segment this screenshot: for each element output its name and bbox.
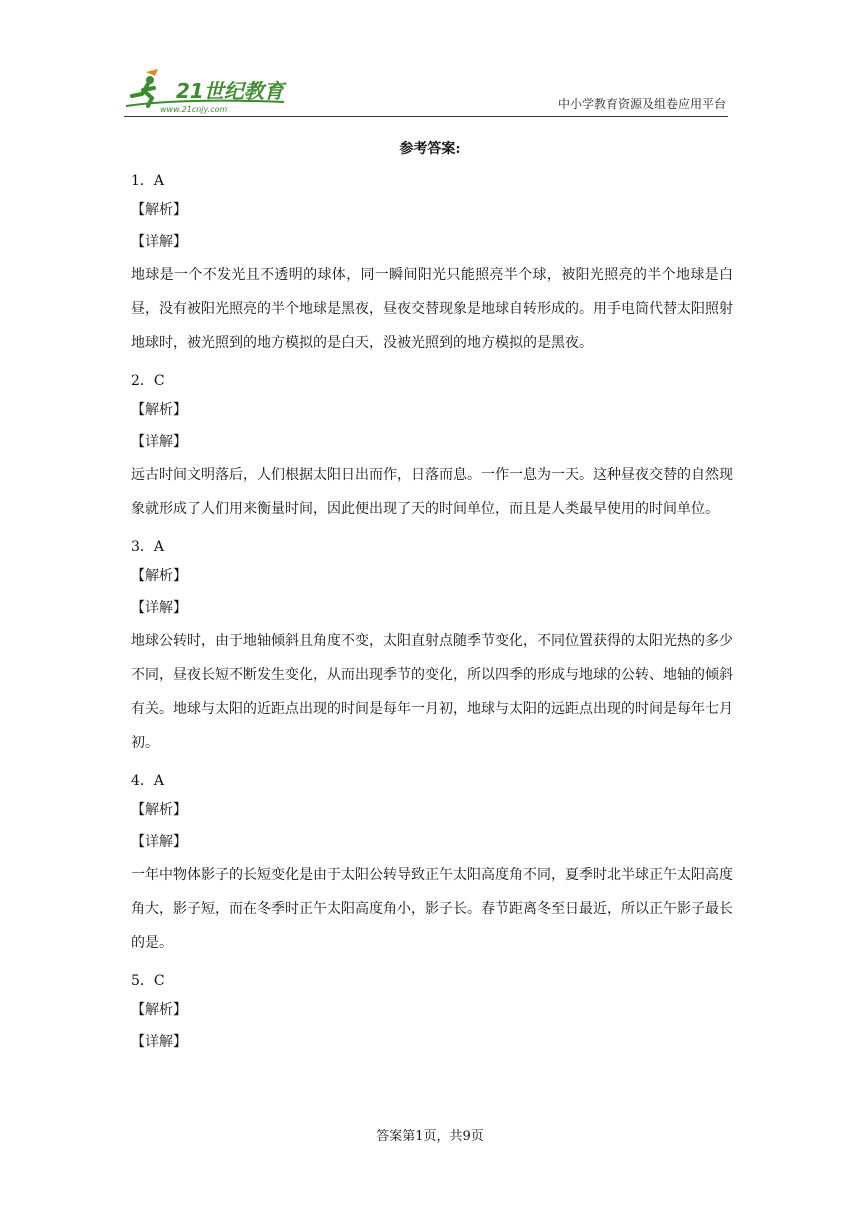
logo-flag-icon xyxy=(146,69,158,76)
logo-text: 21世纪教育 xyxy=(176,79,284,103)
analysis-tag: 【解析】 xyxy=(131,568,187,584)
answer-item xyxy=(131,534,733,760)
answer-item xyxy=(131,168,733,360)
logo-url: www.21cnjy.com xyxy=(160,105,228,114)
answer-item xyxy=(131,968,733,1058)
logo-21cnjy xyxy=(124,68,294,114)
analysis-tag: 【解析】 xyxy=(131,802,187,818)
answer-explanation: 地球是一个不发光且不透明的球体，同一瞬间阳光只能照亮半个球，被阳光照亮的半个地球是白昼，没有被阳光照亮的半个地球是黑夜，昼夜交替现象是地球自转形成的。用手电筒代替太阳照射地球时，被光照到的地方模拟的是白天，没被光照到的地方模拟的是黑夜。 xyxy=(131,267,733,351)
answer-list xyxy=(131,160,733,1058)
answer-number: 5．C xyxy=(131,973,165,989)
answer-explanation: 地球公转时，由于地轴倾斜且角度不变，太阳直射点随季节变化，不同位置获得的太阳光热的多少不同，昼夜长短不断发生变化，从而出现季节的变化，所以四季的形成与地球的公转、地轴的倾斜有关。地球与太阳的近距点出现的时间是每年一月初，地球与太阳的远距点出现的时间是每年七月初。 xyxy=(131,633,733,751)
detail-tag: 【详解】 xyxy=(131,600,187,616)
answer-item xyxy=(131,768,733,960)
analysis-tag: 【解析】 xyxy=(131,1002,187,1018)
page-header xyxy=(124,66,728,117)
platform-label: 中小学教育资源及组卷应用平台 xyxy=(557,97,726,111)
page-footer: 答案第1页，共9页 xyxy=(376,1129,484,1144)
answer-number: 3．A xyxy=(131,539,165,555)
answer-number: 1．A xyxy=(131,173,165,189)
answer-item xyxy=(131,368,733,526)
answer-explanation: 一年中物体影子的长短变化是由于太阳公转导致正午太阳高度角不同，夏季时北半球正午太阳高度角大，影子短，而在冬季时正午太阳高度角小，影子长。春节距离冬至日最近，所以正午影子最长的是。 xyxy=(131,867,733,951)
detail-tag: 【详解】 xyxy=(131,834,187,850)
answer-number: 2．C xyxy=(131,373,165,389)
detail-tag: 【详解】 xyxy=(131,234,187,250)
page-title: 参考答案: xyxy=(399,141,461,157)
analysis-tag: 【解析】 xyxy=(131,202,187,218)
analysis-tag: 【解析】 xyxy=(131,402,187,418)
answer-number: 4．A xyxy=(131,773,165,789)
detail-tag: 【详解】 xyxy=(131,1034,187,1050)
answer-explanation: 远古时间文明落后，人们根据太阳日出而作，日落而息。一作一息为一天。这种昼夜交替的自然现象就形成了人们用来衡量时间，因此便出现了天的时间单位，而且是人类最早使用的时间单位。 xyxy=(131,467,733,517)
detail-tag: 【详解】 xyxy=(131,434,187,450)
